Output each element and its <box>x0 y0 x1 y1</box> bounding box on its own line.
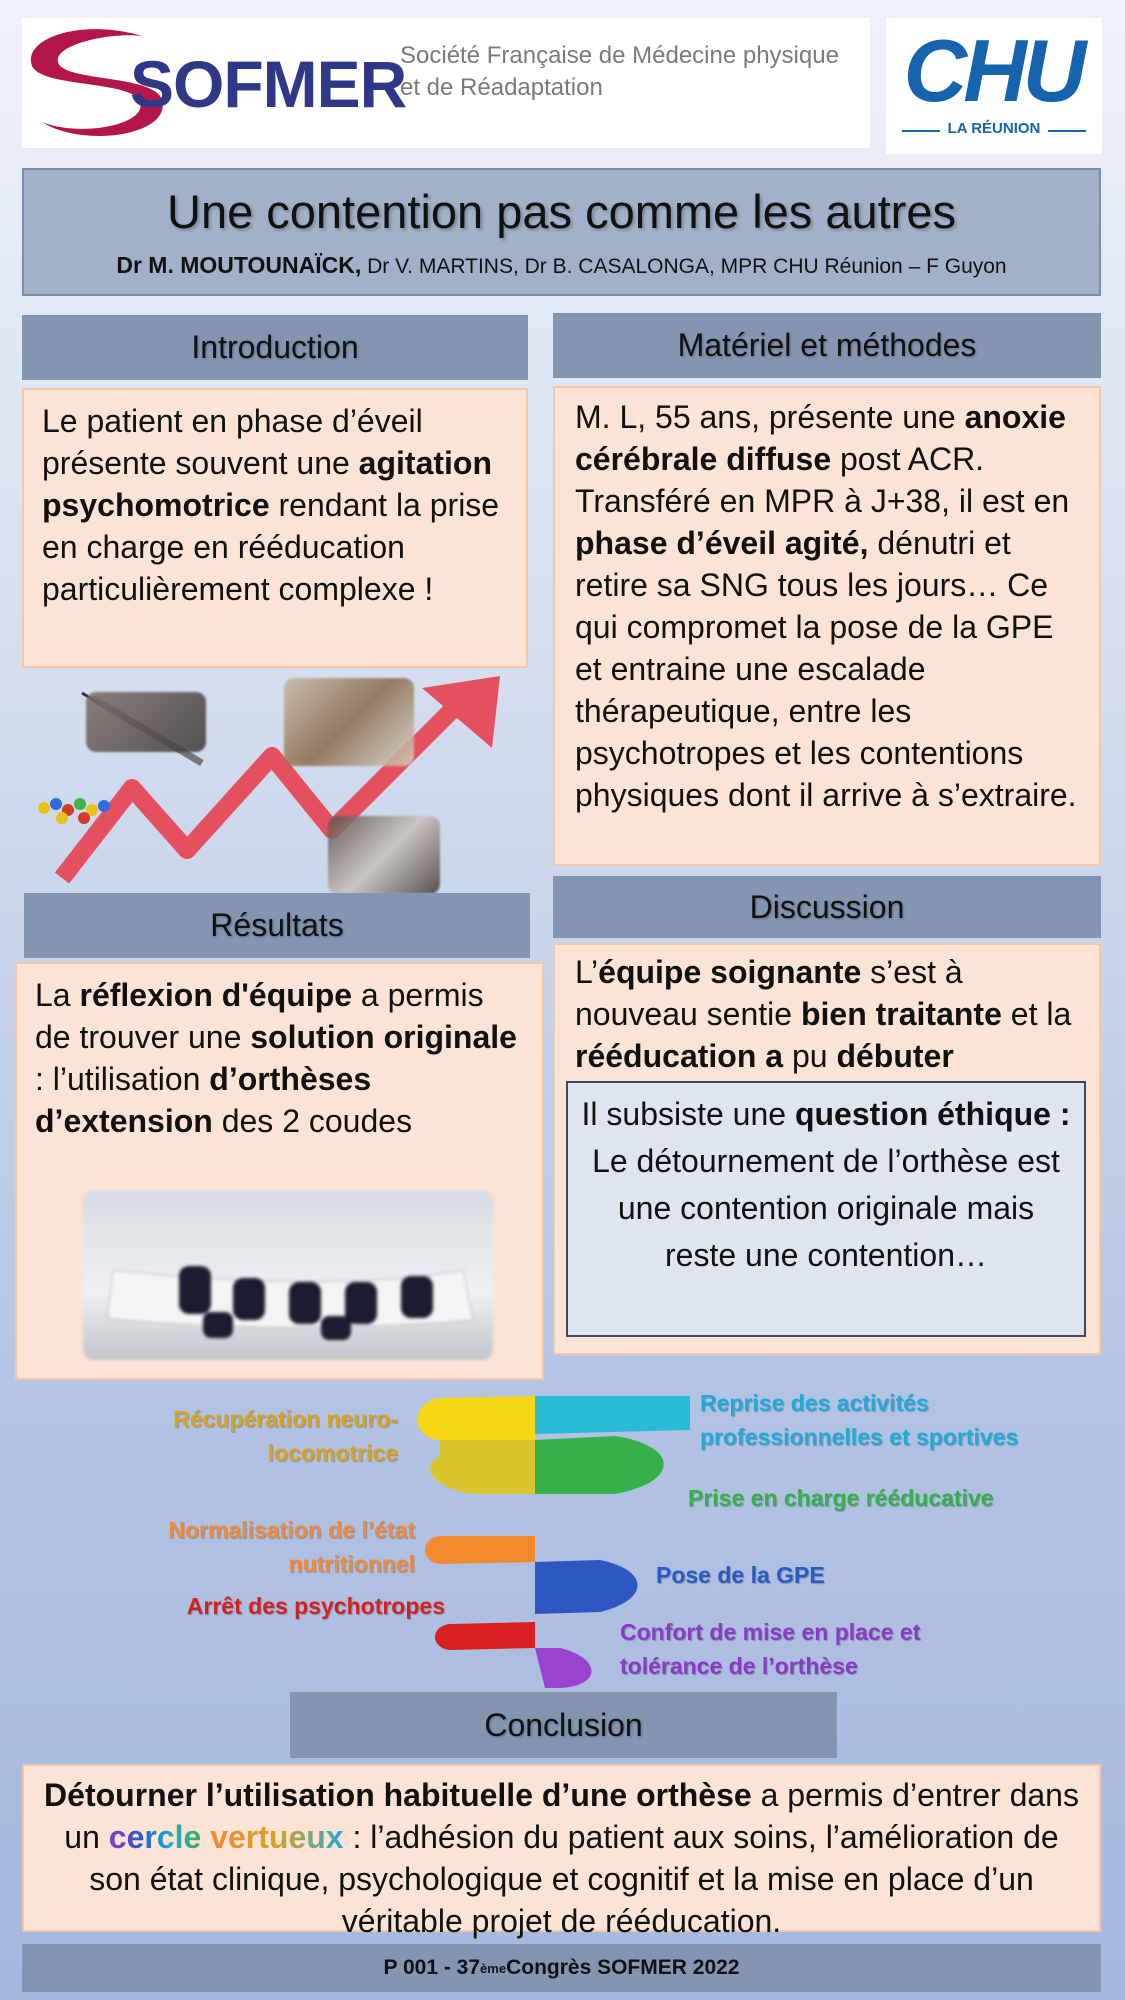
chu-subtitle: LA RÉUNION <box>947 120 1041 137</box>
coauthors: Dr V. MARTINS, Dr B. CASALONGA, MPR CHU Réunion – F Guyon <box>361 255 1007 278</box>
timeline-left-2: Normalisation de l’état nutritionnel <box>168 1517 415 1577</box>
restraint-photo <box>284 678 414 766</box>
syringe-photo <box>86 692 206 752</box>
chu-logo <box>886 18 1102 154</box>
wrist-photo <box>328 816 440 894</box>
introduction-heading: Introduction <box>22 315 528 380</box>
discussion-heading: Discussion <box>553 876 1101 938</box>
title-banner <box>22 168 1101 296</box>
timeline-right-2: Prise en charge rééducative <box>688 1485 994 1511</box>
elbow-orthosis-photo <box>83 1190 493 1360</box>
poster-footer: P 001 - 37 ème Congrès SOFMER 2022 <box>22 1944 1101 1992</box>
methods-heading: Matériel et méthodes <box>553 313 1101 378</box>
results-panel <box>15 962 544 1380</box>
discussion-text: L’équipe soignante s’est à nouveau sentie bien traitante et la rééducation a pu débuter <box>575 954 1072 1074</box>
conclusion-panel <box>22 1764 1101 1939</box>
ethical-question-box <box>566 1081 1086 1337</box>
sofmer-name: SOFMER <box>130 47 407 121</box>
introduction-text: Le patient en phase d’éveil présente souvent une agitation psychomotrice rendant la prise en charge en rééducation particulièrement complexe ! <box>42 403 500 607</box>
authors <box>24 252 1099 279</box>
introduction-panel <box>22 388 528 668</box>
chu-name: CHU <box>903 21 1083 120</box>
poster-title: Une contention pas comme les autres <box>167 185 956 238</box>
vertueux-word: vertueux <box>210 1819 344 1855</box>
timeline-right-4: Confort de mise en place et tolérance de l’orthèse <box>620 1619 921 1679</box>
timeline-left-1: Récupération neuro-locomotrice <box>173 1406 398 1466</box>
results-text: La réflexion d'équipe a permis de trouver une solution originale : l’utilisation d’orthèses d’extension des 2 coudes <box>35 977 517 1139</box>
conclusion-text: Détourner l’utilisation habituelle d’une orthèse a permis d’entrer dans un cercle vertueux : l’adhésion du patient aux soins, l’amélioration de son état clinique, psychologique et cognitif et la mise en place d’un véritable projet de rééducation. <box>44 1777 1079 1939</box>
timeline-left-3: Arrêt des psychotropes <box>186 1593 445 1619</box>
orthosis-pattern-icon <box>83 1190 493 1360</box>
methods-panel <box>553 386 1101 866</box>
timeline-right-1: Reprise des activités professionnelles et sportives <box>700 1390 1019 1450</box>
cercle-word: cercle <box>108 1819 202 1855</box>
sofmer-fullname: Société Française de Médecine physique et de Réadaptation <box>400 42 839 101</box>
escalation-illustration <box>22 668 528 896</box>
lead-author: Dr M. MOUTOUNAÏCK, <box>116 252 362 278</box>
methods-text: M. L, 55 ans, présente une anoxie cérébrale diffuse post ACR. Transféré en MPR à J+38, il est en phase d’éveil agité, dénutri et retire sa SNG tous les jours… Ce qui compromet la pose de la GPE et entraine une escalade thérapeutique, entre les psychotropes et les contentions physiques dont il arrive à s’extraire. <box>575 399 1077 813</box>
ethical-question-text: Le détournement de l’orthèse est une contention originale mais reste une contention… <box>592 1143 1060 1273</box>
sofmer-logo <box>22 18 870 148</box>
timeline-right-3: Pose de la GPE <box>656 1562 825 1588</box>
conclusion-heading: Conclusion <box>290 1692 837 1758</box>
ethical-question-title: Il subsiste une question éthique : <box>581 1096 1071 1132</box>
results-heading: Résultats <box>24 893 530 958</box>
